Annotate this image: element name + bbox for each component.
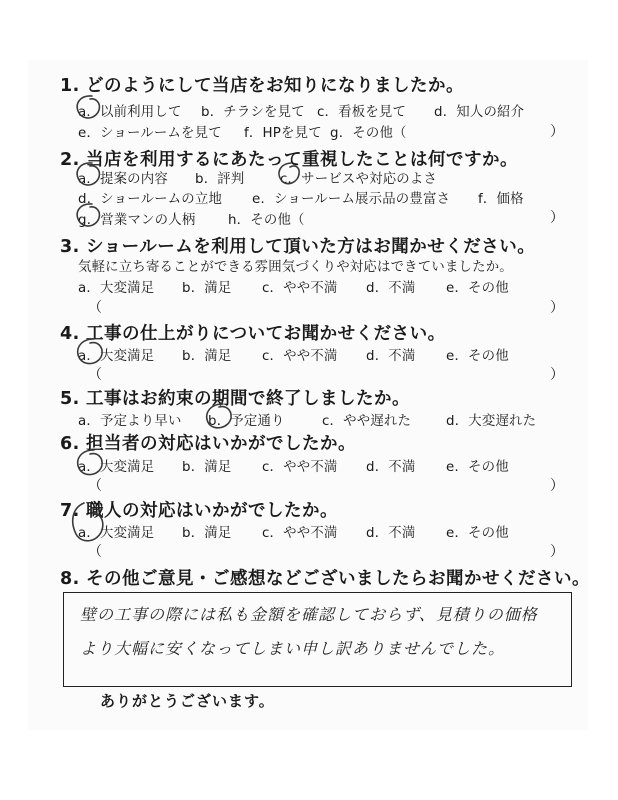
question-text: 職人の対応はいかがでしたか。 — [86, 501, 338, 521]
option[interactable]: d．ショールームの立地 — [78, 192, 223, 207]
option[interactable]: a．大変満足 — [78, 526, 155, 541]
q2-options-row1 — [78, 168, 437, 187]
option[interactable]: d．不満 — [366, 460, 416, 475]
option[interactable]: b．満足 — [182, 526, 232, 541]
question-number: 5. — [60, 389, 80, 409]
q7-options-row1 — [78, 522, 509, 541]
question-1 — [60, 72, 464, 97]
option[interactable]: b．満足 — [182, 281, 232, 296]
option[interactable]: a．予定より早い — [78, 414, 182, 429]
option[interactable]: h．その他（ — [228, 213, 305, 228]
option[interactable]: a．大変満足 — [78, 349, 155, 364]
option[interactable]: d．不満 — [366, 349, 416, 364]
paren-open: （ — [88, 544, 102, 560]
option[interactable]: c．やや不満 — [262, 281, 338, 296]
q5-options-row1 — [78, 410, 536, 429]
option[interactable]: c．やや遅れた — [322, 414, 412, 429]
option[interactable]: g．その他（ — [330, 126, 407, 141]
option[interactable]: c．やや不満 — [262, 526, 338, 541]
option[interactable]: b．予定通り — [208, 414, 285, 429]
option[interactable]: e．その他 — [446, 460, 509, 475]
option[interactable]: d．知人の紹介 — [434, 105, 525, 120]
handwritten-comment-line-1: 壁の工事の際には私も金額を確認しておらず、見積りの価格 — [80, 605, 538, 624]
paren-close: ） — [550, 478, 564, 494]
question-8 — [60, 565, 590, 590]
q4-options-row1 — [78, 345, 509, 364]
paren-close: ） — [550, 124, 564, 140]
option[interactable]: f．HPを見て — [244, 126, 322, 141]
q1-options-row1 — [78, 101, 524, 120]
question-3 — [60, 233, 535, 258]
option[interactable]: e．ショールームを見て — [78, 126, 222, 141]
option[interactable]: d．不満 — [366, 526, 416, 541]
option[interactable]: e．その他 — [446, 281, 509, 296]
option[interactable]: a．大変満足 — [78, 460, 155, 475]
question-4 — [60, 320, 446, 345]
option[interactable]: d．不満 — [366, 281, 416, 296]
question-text: 工事はお約束の期間で終了しましたか。 — [86, 389, 410, 409]
option[interactable]: b．チラシを見て — [201, 105, 305, 120]
paren-close: ） — [550, 300, 564, 316]
option[interactable]: a．提案の内容 — [78, 172, 168, 187]
option[interactable]: e．ショールーム展示品の豊富さ — [252, 192, 451, 207]
option[interactable]: b．満足 — [182, 349, 232, 364]
q3-subtext: 気軽に立ち寄ることができる雰囲気づくりや対応はできていましたか。 — [78, 260, 513, 275]
paren-open: （ — [88, 478, 102, 494]
option[interactable]: f．価格 — [478, 192, 524, 207]
question-number: 7. — [60, 501, 80, 521]
option[interactable]: b．満足 — [182, 460, 232, 475]
q2-options-row2 — [78, 188, 524, 207]
paren-close: ） — [550, 210, 564, 226]
question-text: 当店を利用するにあたって重視したことは何ですか。 — [86, 150, 518, 170]
paren-close: ） — [550, 544, 564, 560]
option[interactable]: b．評判 — [195, 172, 245, 187]
q1-options-row2 — [78, 122, 407, 141]
option[interactable]: g．営業マンの人柄 — [78, 213, 196, 228]
option[interactable]: c．やや不満 — [262, 460, 338, 475]
question-text: その他ご意見・ご感想などございましたらお聞かせください。 — [86, 569, 590, 589]
question-number: 1. — [60, 76, 80, 96]
question-number: 8. — [60, 569, 80, 589]
q2-options-row3 — [78, 209, 305, 228]
paren-close: ） — [550, 367, 564, 383]
option[interactable]: e．その他 — [446, 526, 509, 541]
option[interactable]: e．その他 — [446, 349, 509, 364]
option[interactable]: c．やや不満 — [262, 349, 338, 364]
paren-open: （ — [88, 367, 102, 383]
option[interactable]: a．以前利用して — [78, 105, 182, 120]
question-6 — [60, 430, 356, 455]
question-5 — [60, 385, 410, 410]
option[interactable]: c．看板を見て — [317, 105, 407, 120]
question-text: ショールームを利用して頂いた方はお聞かせください。 — [86, 237, 536, 257]
paren-open: （ — [88, 300, 102, 316]
question-number: 3. — [60, 237, 80, 257]
question-text: 工事の仕上がりについてお聞かせください。 — [86, 324, 446, 344]
question-number: 4. — [60, 324, 80, 344]
q3-options-row1 — [78, 277, 509, 296]
handwritten-comment-line-2: より大幅に安くなってしまい申し訳ありませんでした。 — [80, 639, 506, 658]
option[interactable]: d．大変遅れた — [446, 414, 537, 429]
question-7 — [60, 497, 338, 522]
option[interactable]: c．サービスや対応のよさ — [280, 172, 438, 187]
q6-options-row1 — [78, 456, 509, 475]
closing-message: ありがとうございます。 — [100, 692, 275, 710]
question-text: 担当者の対応はいかがでしたか。 — [86, 434, 356, 454]
question-number: 2. — [60, 150, 80, 170]
option[interactable]: a．大変満足 — [78, 281, 155, 296]
question-text: どのようにして当店をお知りになりましたか。 — [86, 76, 464, 96]
question-number: 6. — [60, 434, 80, 454]
